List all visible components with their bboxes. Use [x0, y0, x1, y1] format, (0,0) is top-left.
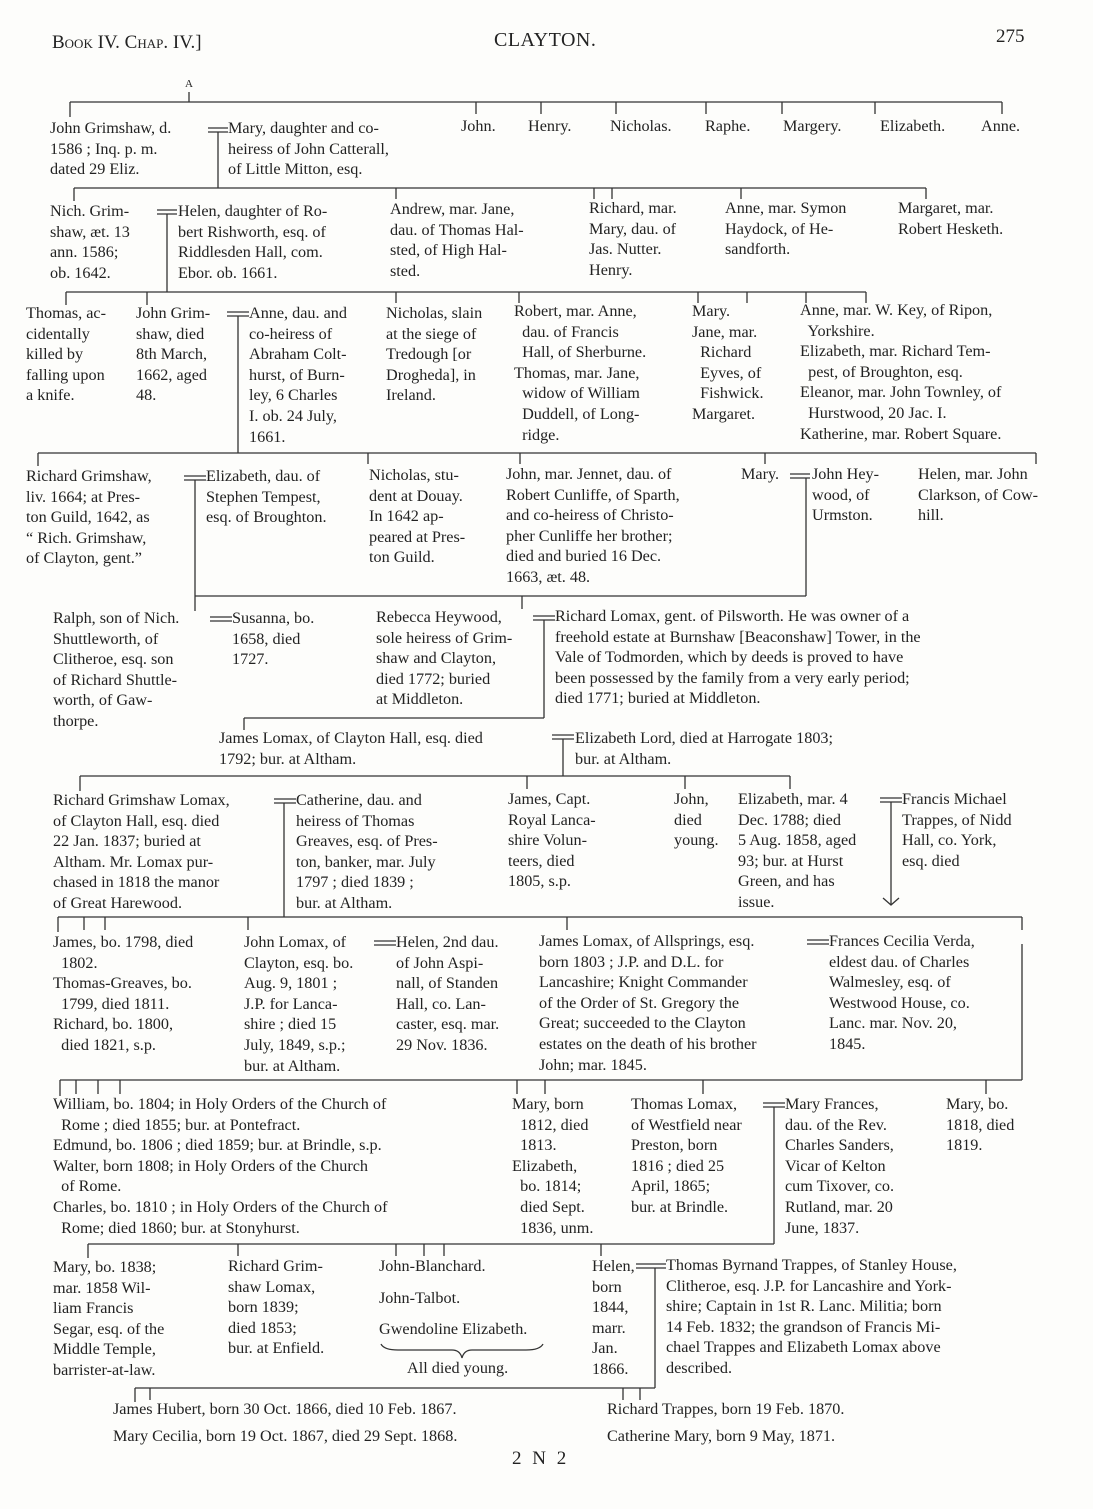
- entry-nicholas-drogheda: Nicholas, slain at the siege of Tredough [or Drogheda], in Ireland.: [386, 304, 483, 405]
- entry-all-died-young: All died young.: [407, 1359, 509, 1377]
- entry-james-captain: James, Capt. Royal Lanca- shire Volun- teers, died 1805, s.p.: [508, 790, 596, 891]
- entry-james-lomax-allsprings: James Lomax, of Allsprings, esq. born 1803 ; J.P. and D.L. for Lancashire; Knight Commander of the Order of St. Gregory the Great; succeeded to the Clayton estates on the death of his brother John; mar. 1845.: [539, 932, 757, 1074]
- page-number: 275: [996, 26, 1025, 47]
- entry-richard-lomax-pilsworth: Richard Lomax, gent. of Pilsworth. He was owner of a freehold estate at Burnshaw [Beaconshaw] Tower, in the Vale of Todmorden, which by deeds is proved to have been possessed by the family from a very early period; died 1771; buried at Middleton.: [555, 607, 921, 708]
- entry-anne: Anne.: [981, 117, 1021, 135]
- entry-richard-trappes: Richard Trappes, born 19 Feb. 1870.: [607, 1400, 845, 1418]
- entry-catherine-mary: Catherine Mary, born 9 May, 1871.: [607, 1427, 836, 1445]
- entry-john: John.: [461, 117, 496, 135]
- entry-thomas-lomax-westfield: Thomas Lomax, of Westfield near Preston, born 1816 ; died 25 April, 1865; bur. at Brindle.: [631, 1095, 742, 1216]
- entry-susanna: Susanna, bo. 1658, died 1727.: [232, 609, 315, 669]
- entry-richard-grimshaw: Richard Grimshaw, liv. 1664; at Pres- ton Guild, 1642, as “ Rich. Grimshaw, of Clayton, gent.”: [26, 467, 152, 568]
- entry-james-lomax-clayton: James Lomax, of Clayton Hall, esq. died 1792; bur. at Altham.: [219, 729, 483, 768]
- entry-richard-grimshaw-lomax-1839: Richard Grim- shaw Lomax, born 1839; died 1853; bur. at Enfield.: [228, 1257, 325, 1358]
- entry-anne-elizabeth-eleanor-katherine: Anne, mar. W. Key, of Ripon, Yorkshire. Elizabeth, mar. Richard Tem- pest, of Broughton, esq. Eleanor, mar. John Townley, of Hurstwood, 20 Jac. I. Katherine, mar. Robert Square.: [800, 301, 1002, 443]
- entry-helen-1844: Helen, born 1844, marr. Jan. 1866.: [592, 1257, 635, 1378]
- entry-raphe: Raphe.: [705, 117, 751, 135]
- entry-mary-1818: Mary, bo. 1818, died 1819.: [946, 1095, 1015, 1155]
- entry-andrew: Andrew, mar. Jane, dau. of Thomas Hal- sted, of High Hal- sted.: [390, 200, 524, 280]
- entry-ralph-shuttleworth: Ralph, son of Nich. Shuttleworth, of Clitheroe, esq. son of Richard Shuttle- worth, of Gaw- thorpe.: [53, 609, 180, 730]
- entry-richard-grimshaw-lomax: Richard Grimshaw Lomax, of Clayton Hall, esq. died 22 Jan. 1837; buried at Altham. Mr. Lomax pur- chased in 1818 the manor of Great Harewood.: [53, 791, 230, 912]
- entry-nich-grimshaw: Nich. Grim- shaw, æt. 13 ann. 1586; ob. 1642.: [50, 202, 130, 282]
- entry-henry: Henry.: [528, 117, 572, 135]
- entry-elizabeth: Elizabeth.: [880, 117, 946, 135]
- entry-john-grimshaw-1662: John Grim- shaw, died 8th March, 1662, aged 48.: [136, 304, 211, 405]
- entry-james-hubert: James Hubert, born 30 Oct. 1866, died 10 Feb. 1867.: [113, 1400, 457, 1418]
- entry-nicholas-douay: Nicholas, stu- dent at Douay. In 1642 ap- peared at Pres- ton Guild.: [369, 466, 466, 567]
- entry-mary-elizabeth-1812: Mary, born 1812, died 1813. Elizabeth, bo. 1814; died Sept. 1836, unm.: [512, 1095, 594, 1237]
- entry-gwendoline-elizabeth: Gwendoline Elizabeth.: [379, 1320, 528, 1338]
- entry-helen-aspinall: Helen, 2nd dau. of John Aspi- nall, of Standen Hall, co. Lan- caster, esq. mar. 29 Nov. 1836.: [396, 933, 500, 1054]
- entry-elizabeth-lord: Elizabeth Lord, died at Harrogate 1803; bur. at Altham.: [575, 729, 834, 768]
- entry-helen-clarkson: Helen, mar. John Clarkson, of Cow- hill.: [918, 465, 1039, 525]
- entry-john-died-young: John, died young.: [674, 790, 719, 850]
- entry-john-lomax-clayton: John Lomax, of Clayton, esq. bo. Aug. 9, 1801 ; J.P. for Lanca- shire ; died 15 July, 1849, s.p.; bur. at Altham.: [244, 933, 354, 1075]
- entry-john-jennet: John, mar. Jennet, dau. of Robert Cunliffe, of Sparth, and co-heiress of Christo- pher Cunliffe her brother; died and buried 16 Dec. 1663, æt. 48.: [506, 465, 680, 586]
- entry-william-edmund-walter-charles: William, bo. 1804; in Holy Orders of the Church of Rome ; died 1855; bur. at Pontefract. Edmund, bo. 1806 ; died 1859; bur. at Brindle, s.p. Walter, born 1808; in Holy Orders of the Church of Rome. Charles, bo. 1810 ; in Holy Orders of the Church of Rome; died 1860; bur. at Stonyhurst.: [53, 1095, 388, 1237]
- entry-robert-thomas: Robert, mar. Anne, dau. of Francis Hall, of Sherburne. Thomas, mar. Jane, widow of William Duddell, of Long- ridge.: [514, 302, 647, 444]
- entry-mary-jane-margaret: Mary. Jane, mar. Richard Eyves, of Fishwick. Margaret.: [692, 302, 764, 423]
- entry-rebecca-heywood: Rebecca Heywood, sole heiress of Grim- shaw and Clayton, died 1772; buried at Middleton.: [376, 608, 513, 709]
- entry-nicholas: Nicholas.: [610, 117, 672, 135]
- entry-mary-catterall: Mary, daughter and co- heiress of John Catterall, of Little Mitton, esq.: [228, 119, 389, 179]
- entry-john-talbot: John-Talbot.: [379, 1289, 461, 1307]
- entry-mary-heywood: Mary.: [741, 465, 780, 483]
- entry-john-heywood: John Hey- wood, of Urmston.: [812, 465, 879, 525]
- entry-helen-rishworth: Helen, daughter of Ro- bert Rishworth, esq. of Riddlesden Hall, com. Ebor. ob. 1661.: [178, 202, 328, 282]
- entry-mary-cecilia: Mary Cecilia, born 19 Oct. 1867, died 29 Sept. 1868.: [113, 1427, 458, 1445]
- entry-margery: Margery.: [783, 117, 842, 135]
- entry-elizabeth-trappes: Elizabeth, mar. 4 Dec. 1788; died 5 Aug. 1858, aged 93; bur. at Hurst Green, and has issue.: [738, 790, 857, 911]
- entry-mary-segar: Mary, bo. 1838; mar. 1858 Wil- liam Francis Segar, esq. of the Middle Temple, barrister-at-law.: [53, 1258, 165, 1379]
- pedigree-reference-marker: A: [185, 78, 193, 90]
- entry-richard-nutter: Richard, mar. Mary, dau. of Jas. Nutter. Henry.: [589, 199, 677, 279]
- entry-james-thomas-richard: James, bo. 1798, died 1802. Thomas-Greaves, bo. 1799, died 1811. Richard, bo. 1800, died 1821, s.p.: [53, 933, 194, 1054]
- entry-francis-michael-trappes: Francis Michael Trappes, of Nidd Hall, co. York, esq. died: [902, 790, 1012, 870]
- running-head-left: Book IV. Chap. IV.]: [52, 32, 202, 53]
- entry-catherine-greaves: Catherine, dau. and heiress of Thomas Greaves, esq. of Pres- ton, banker, mar. July 1797 ; died 1839 ; bur. at Altham.: [296, 791, 438, 912]
- entry-thomas-knife: Thomas, ac- cidentally killed by falling upon a knife.: [26, 304, 107, 405]
- signature-mark: 2 N 2: [512, 1448, 570, 1469]
- entry-anne-coltherst: Anne, dau. and co-heiress of Abraham Colt- hurst, of Burn- ley, 6 Charles I. ob. 24 July, 1661.: [249, 304, 347, 446]
- entry-elizabeth-tempest: Elizabeth, dau. of Stephen Tempest, esq. of Broughton.: [206, 467, 327, 527]
- running-head-title: CLAYTON.: [494, 29, 597, 51]
- entry-john-grimshaw: John Grimshaw, d. 1586 ; Inq. p. m. dated 29 Eliz.: [50, 119, 172, 179]
- entry-anne-haydock: Anne, mar. Symon Haydock, of He- sandforth.: [725, 199, 847, 259]
- entry-thomas-byrnand-trappes: Thomas Byrnand Trappes, of Stanley House, Clitheroe, esq. J.P. for Lancashire and York- shire; Captain in 1st R. Lanc. Militia; born 14 Feb. 1832; the grandson of Francis Mi- chael Trappes and Elizabeth Lomax above described.: [666, 1256, 957, 1377]
- entry-john-blanchard: John-Blanchard.: [379, 1257, 486, 1275]
- entry-frances-cecilia-verda: Frances Cecilia Verda, eldest dau. of Charles Walmesley, esq. of Westwood House, co. Lanc. mar. Nov. 20, 1845.: [829, 932, 975, 1053]
- entry-mary-frances-sanders: Mary Frances, dau. of the Rev. Charles Sanders, Vicar of Kelton cum Tixover, co. Rutland, mar. 20 June, 1837.: [785, 1095, 895, 1237]
- entry-margaret-hesketh: Margaret, mar. Robert Hesketh.: [898, 199, 1004, 238]
